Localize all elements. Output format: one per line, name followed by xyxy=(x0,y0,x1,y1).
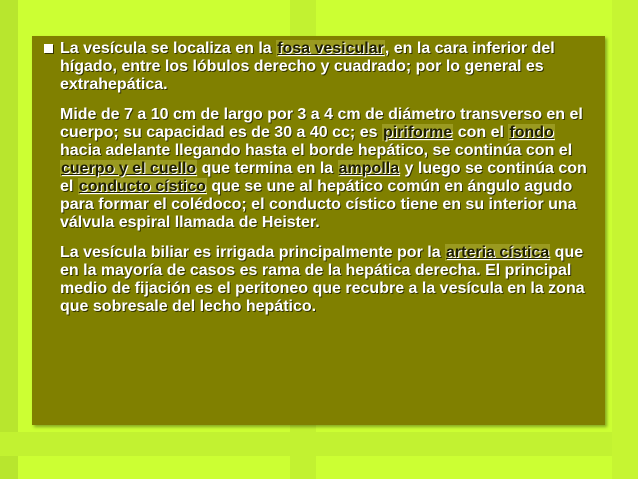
text-run: hacia adelante llegando hasta el borde hepático, se continúa con el xyxy=(60,142,573,159)
paragraph-irrigation xyxy=(44,244,600,316)
background-stripe-right xyxy=(612,0,638,479)
paragraph-dimensions xyxy=(44,106,600,232)
text-run: que en la mayoría de casos es rama de la hepática derecha. El principal medio de fijación es el peritoneo que recubre a la vesícula en la zona que sobresale del lecho hepático. xyxy=(60,244,585,315)
text-run: con el xyxy=(453,124,509,141)
slide-body xyxy=(44,40,600,328)
text-run: y luego se continúa con el xyxy=(60,160,587,195)
text-run: La vesícula se localiza en la xyxy=(60,40,277,57)
text-run: que termina en la xyxy=(197,160,338,177)
link-conducto-cistico[interactable]: conducto cístico xyxy=(78,178,206,195)
text-run: que se une al hepático común en ángulo agudo para formar el colédoco; el conducto cístico tiene en su interior una válvula espiral llamada de Heister. xyxy=(60,178,577,231)
background-stripe-horizontal xyxy=(0,432,638,456)
link-ampolla[interactable]: ampolla xyxy=(338,160,400,177)
link-fosa-vesicular[interactable]: fosa vesicular xyxy=(277,40,384,57)
link-arteria-cistica[interactable]: arteria cística xyxy=(446,244,550,261)
text-run: La vesícula biliar es irrigada principalmente por la xyxy=(60,244,446,261)
content-panel xyxy=(32,36,605,425)
link-piriforme[interactable]: piriforme xyxy=(382,124,453,141)
link-cuerpo-y-cuello[interactable]: cuerpo y el cuello xyxy=(61,160,197,177)
background-stripe-left xyxy=(0,0,18,479)
square-bullet-icon xyxy=(44,44,53,53)
text-run: Mide de 7 a 10 cm de largo por 3 a 4 cm de diámetro transverso en el cuerpo; su capacidad es de 30 a 40 cc; es xyxy=(60,106,583,141)
paragraph-location xyxy=(44,40,600,94)
text-run: , en la cara inferior del hígado, entre los lóbulos derecho y cuadrado; por lo general es extrahepática. xyxy=(60,40,555,93)
link-fondo[interactable]: fondo xyxy=(509,124,554,141)
